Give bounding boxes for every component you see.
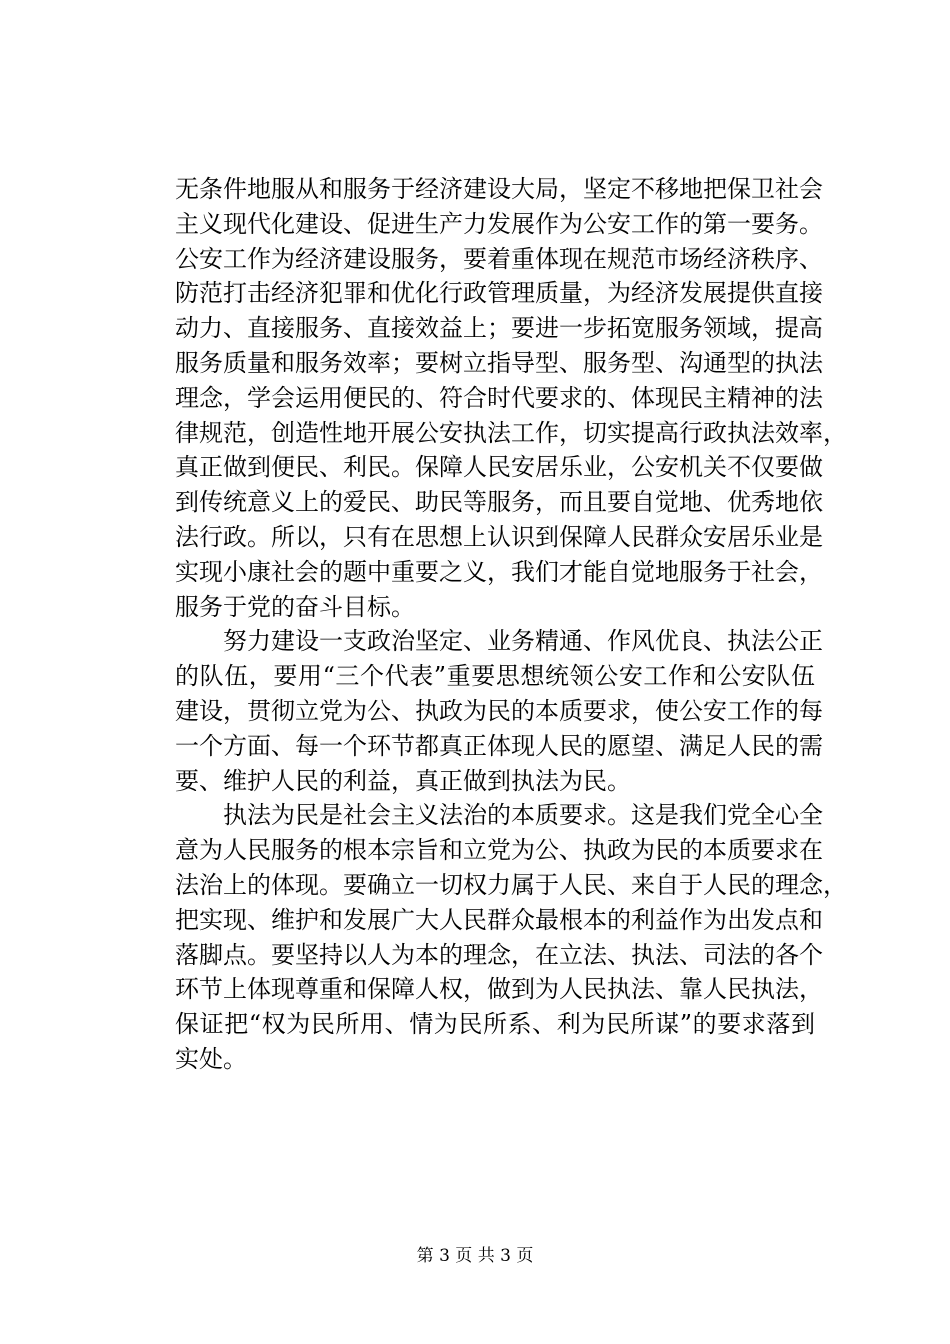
text-line: 无条件地服从和服务于经济建设大局，坚定不移地把保卫社会	[175, 175, 823, 203]
text-line: 法行政。所以，只有在思想上认识到保障人民群众安居乐业是	[175, 522, 823, 551]
text-line: 实处。	[175, 1044, 247, 1073]
text-line: 把实现、维护和发展广大人民群众最根本的利益作为出发点和	[175, 905, 823, 934]
text-line: 公安工作为经济建设服务，要着重体现在规范市场经济秩序、	[175, 244, 823, 273]
text-line: 到传统意义上的爱民、助民等服务，而且要自觉地、优秀地依	[175, 488, 823, 517]
text-line: 主义现代化建设、促进生产力发展作为公安工作的第一要务。	[175, 209, 823, 238]
text-line: 动力、直接服务、直接效益上；要进一步拓宽服务领域，提高	[175, 314, 823, 343]
text-line: 理念，学会运用便民的、符合时代要求的、体现民主精神的法	[175, 383, 823, 412]
text-line: 建设，贯彻立党为公、执政为民的本质要求，使公安工作的每	[175, 696, 823, 725]
text-line: 环节上体现尊重和保障人权，做到为人民执法、靠人民执法，	[175, 975, 823, 1004]
text-line: 服务质量和服务效率；要树立指导型、服务型、沟通型的执法	[175, 348, 823, 377]
text-line: 法治上的体现。要确立一切权力属于人民、来自于人民的理念，	[175, 870, 847, 899]
text-line: 执法为民是社会主义法治的本质要求。这是我们党全心全	[175, 801, 823, 830]
page-footer	[0, 1246, 950, 1266]
page-number: 第 3 页 共 3 页	[416, 1246, 534, 1266]
text-line: 一个方面、每一个环节都真正体现人民的愿望、满足人民的需	[175, 731, 823, 760]
text-line: 的队伍，要用“三个代表”重要思想统领公安工作和公安队伍	[175, 662, 815, 691]
paragraph-law-for-people	[175, 798, 847, 1076]
text-line: 努力建设一支政治坚定、业务精通、作风优良、执法公正	[175, 627, 823, 656]
text-line: 保证把“权为民所用、情为民所系、利为民所谋”的要求落到	[175, 1010, 815, 1039]
text-line: 律规范，创造性地开展公安执法工作，切实提高行政执法效率，	[175, 418, 847, 447]
paragraph-police-team	[175, 624, 823, 798]
text-line: 意为人民服务的根本宗旨和立党为公、执政为民的本质要求在	[175, 836, 823, 865]
text-line: 落脚点。要坚持以人为本的理念，在立法、执法、司法的各个	[175, 940, 823, 969]
text-line: 服务于党的奋斗目标。	[175, 592, 415, 621]
paragraph-economic-service	[175, 172, 847, 624]
document-body	[175, 172, 847, 1077]
text-line: 防范打击经济犯罪和优化行政管理质量，为经济发展提供直接	[175, 279, 823, 308]
text-line: 要、维护人民的利益，真正做到执法为民。	[175, 766, 631, 795]
text-line: 真正做到便民、利民。保障人民安居乐业，公安机关不仅要做	[175, 453, 823, 482]
text-line: 实现小康社会的题中重要之义，我们才能自觉地服务于社会，	[175, 557, 823, 586]
